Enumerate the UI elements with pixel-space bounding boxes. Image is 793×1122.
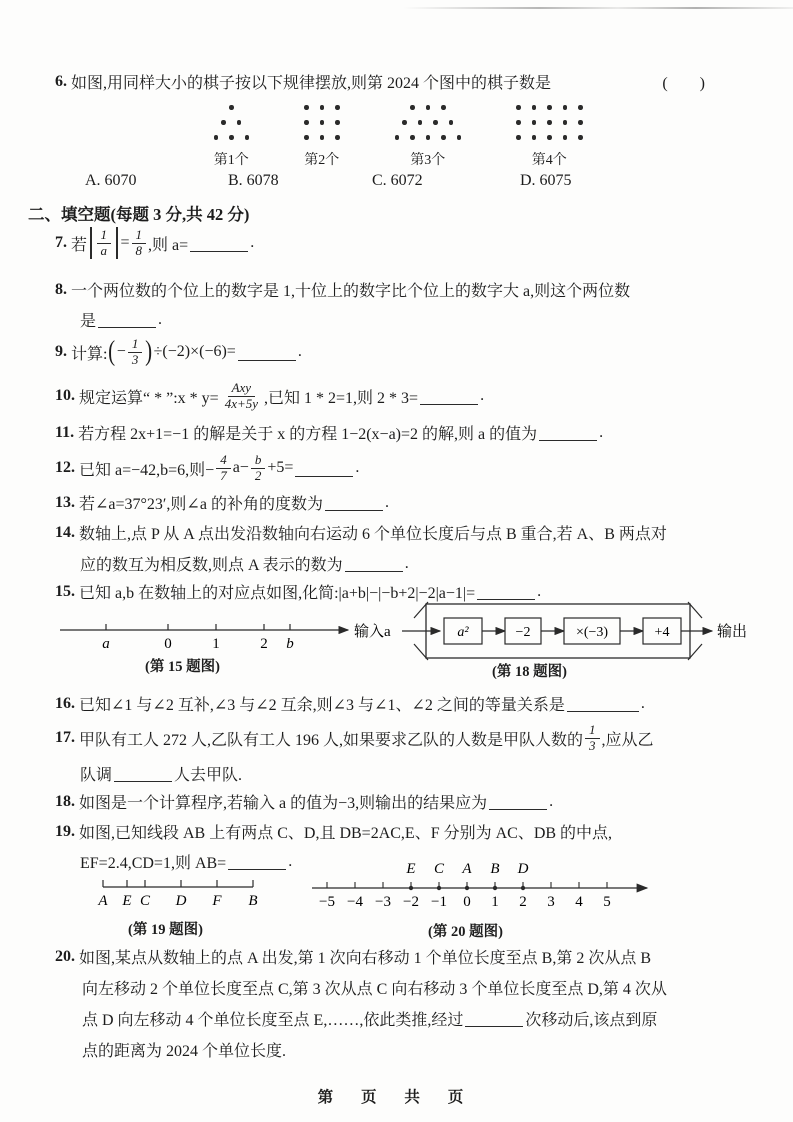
dot: [237, 120, 242, 125]
dot: [229, 105, 234, 110]
answer-blank[interactable]: [98, 311, 156, 329]
dot-row: [224, 100, 240, 115]
question-text: 已知 a,b 在数轴上的对应点如图,化简:|a+b|−|−b+2|−2|a−1|=: [79, 585, 476, 602]
question-text: 一个两位数的个位上的数字是 1,十位上的数字比个位上的数字大 a,则这个两位数: [71, 283, 631, 300]
point-label: A: [462, 861, 472, 877]
answer-blank[interactable]: [489, 793, 547, 811]
question-number: 13.: [55, 493, 75, 511]
question-number: 11.: [55, 423, 75, 441]
period: .: [537, 582, 542, 600]
answer-blank[interactable]: [420, 387, 478, 405]
dot: [433, 120, 438, 125]
tick-label: 0: [463, 894, 471, 910]
question-text: 如图是一个计算程序,若输入 a 的值为−3,则输出的结果应为: [79, 795, 488, 812]
point-label: B: [248, 893, 258, 909]
option-c[interactable]: C. 6072: [372, 172, 423, 189]
period: .: [297, 343, 302, 360]
dot-figure-caption: 第3个: [410, 153, 446, 168]
dot: [516, 105, 521, 110]
question-number: 17.: [55, 729, 75, 746]
flow-box-label: −2: [515, 625, 531, 640]
answer-blank[interactable]: [325, 494, 383, 512]
dot: [221, 120, 226, 125]
question-19-line2: [80, 850, 292, 873]
tick-label: 1: [212, 636, 220, 652]
dot: [410, 135, 415, 140]
dot-pattern-figures: [208, 100, 588, 169]
fraction: $\frac{b}{2}$: [251, 453, 266, 484]
dot-row: [299, 100, 346, 115]
dot-pattern-figure: [208, 100, 255, 169]
dot: [547, 105, 552, 110]
dot: [320, 105, 325, 110]
question-7: [55, 224, 254, 262]
flow-chart-figure-18: [352, 596, 762, 668]
fraction: $\frac{1}{3}$: [585, 723, 600, 754]
fraction: $\frac{1}{3}$: [128, 337, 143, 368]
dot-row: [405, 100, 452, 115]
tick-label: −1: [431, 894, 447, 910]
dot: [426, 105, 431, 110]
dot-pattern-figure: [511, 100, 589, 169]
period: .: [288, 852, 293, 870]
question-text: 次移动后,该点到原: [525, 1012, 658, 1029]
question-11: [55, 421, 603, 444]
figure-18-caption: (第 18 题图): [492, 664, 567, 680]
dot: [426, 135, 431, 140]
dot: [563, 135, 568, 140]
dot: [229, 135, 234, 140]
dot-figure-caption: 第1个: [213, 153, 249, 168]
question-12: [55, 448, 359, 488]
dot: [335, 135, 340, 140]
dot: [335, 120, 340, 125]
dot: [532, 120, 537, 125]
flow-box-label: +4: [654, 625, 670, 640]
question-text: a−: [232, 459, 249, 476]
fraction: $\frac{4}{7}$: [216, 453, 231, 484]
tick-label: 0: [164, 636, 172, 652]
point-label: E: [406, 861, 416, 877]
dot-row: [299, 130, 346, 145]
question-number: 9.: [55, 343, 67, 360]
answer-blank[interactable]: [238, 343, 296, 361]
tick-label: 2: [519, 894, 527, 910]
point-label: C: [433, 861, 445, 877]
question-number: 16.: [55, 694, 75, 712]
question-20-line3: [82, 1007, 657, 1030]
question-6: [55, 70, 705, 93]
question-13: [55, 491, 389, 514]
question-text: 队调: [80, 767, 113, 784]
dot-row: [208, 130, 255, 145]
figure-19-caption: (第 19 题图): [128, 922, 203, 938]
tick-label: 4: [575, 894, 583, 910]
abs-bar: [90, 227, 92, 259]
dot: [304, 120, 309, 125]
period: .: [640, 694, 645, 712]
question-number: 15.: [55, 582, 75, 600]
period: .: [549, 792, 554, 810]
question-text: 数轴上,点 P 从 A 点出发沿数轴向右运动 6 个单位长度后与点 B 重合,若 A、B 两点对: [79, 526, 667, 543]
dot-figure-caption: 第4个: [531, 153, 567, 168]
answer-blank[interactable]: [345, 555, 403, 573]
question-text: 若∠a=37°23′,则∠a 的补角的度数为: [79, 496, 323, 513]
tick-label: 1: [491, 894, 499, 910]
tick-label: b: [286, 636, 294, 652]
dot: [532, 105, 537, 110]
fraction: $\frac{\text{Axy}}{4x+5y}$: [224, 379, 258, 411]
dot-row: [511, 100, 589, 115]
question-18: [55, 790, 553, 813]
question-text: 已知 a=−42,b=6,则−: [79, 461, 215, 479]
dot: [245, 135, 250, 140]
dot: [547, 120, 552, 125]
answer-blank[interactable]: [539, 424, 597, 442]
dot: [516, 135, 521, 140]
tick-label: −3: [375, 894, 391, 910]
dot: [578, 105, 583, 110]
fraction: $\frac{1}{8}$: [132, 228, 147, 259]
period: .: [384, 493, 389, 511]
question-number: 12.: [55, 459, 75, 476]
dot-pattern-figure: [299, 100, 346, 169]
tick-label: −4: [347, 894, 363, 910]
period: .: [480, 387, 485, 404]
question-text: 点的距离为 2024 个单位长度.: [82, 1043, 287, 1060]
question-text: 人去甲队.: [174, 767, 243, 784]
period: .: [355, 459, 360, 476]
dot: [320, 120, 325, 125]
question-number: 7.: [55, 234, 67, 251]
question-6-options: [0, 172, 793, 194]
point-label: E: [122, 893, 132, 909]
tick-label: a: [102, 636, 110, 652]
question-text: 向左移动 2 个单位长度至点 C,第 3 次从点 C 向右移动 3 个单位长度至点 D,第 4 次从: [82, 981, 667, 998]
dot-pattern-figure: [389, 100, 467, 169]
dot-row: [511, 130, 589, 145]
question-text: 甲队有工人 272 人,乙队有工人 196 人,如果要求乙队的人数是甲队人数的: [79, 731, 584, 749]
question-number: 10.: [55, 387, 75, 404]
dot: [516, 120, 521, 125]
dot: [547, 135, 552, 140]
tick-label: −2: [403, 894, 419, 910]
option-d[interactable]: D. 6075: [520, 172, 572, 189]
dot: [418, 120, 423, 125]
dot: [578, 135, 583, 140]
question-text: ,已知 1 * 2=1,则 2 * 3=: [264, 389, 419, 407]
answer-blank[interactable]: [228, 853, 286, 871]
flow-output-label: 输出: [717, 624, 748, 640]
dot: [320, 135, 325, 140]
question-20: [55, 945, 651, 968]
question-14: [55, 521, 667, 544]
question-text: 点 D 向左移动 4 个单位长度至点 E,……,依此类推,经过: [82, 1012, 464, 1029]
period: .: [599, 423, 604, 441]
dot-row: [397, 115, 459, 130]
question-text: 若方程 2x+1=−1 的解是关于 x 的方程 1−2(x−a)=2 的解,则 a 的值为: [78, 426, 538, 443]
dot-row: [511, 115, 589, 130]
point-label: D: [175, 893, 187, 909]
question-20-line2: [82, 976, 667, 999]
figure-15-caption: (第 15 题图): [145, 659, 220, 675]
question-text: ÷(−2)×(−6)=: [153, 343, 236, 360]
flow-box-label: ×(−3): [575, 625, 609, 640]
dot: [441, 135, 446, 140]
abs-bar: [116, 227, 118, 259]
question-8: [55, 278, 630, 301]
dot: [532, 135, 537, 140]
answer-blank[interactable]: [114, 765, 172, 783]
number-line-figure-15: [58, 610, 358, 656]
right-paren: ): [145, 336, 153, 367]
dot: [457, 135, 462, 140]
dot: [563, 120, 568, 125]
period: .: [404, 554, 409, 572]
left-paren: (: [108, 336, 116, 367]
question-number: 8.: [55, 280, 67, 298]
question-9: [55, 332, 302, 372]
question-text: 已知∠1 与∠2 互补,∠3 与∠2 互余,则∠3 与∠1、∠2 之间的等量关系是: [79, 697, 565, 714]
point-label: A: [98, 893, 108, 909]
tick-label: 5: [603, 894, 611, 910]
dot: [214, 135, 219, 140]
dot: [449, 120, 454, 125]
question-17: [55, 718, 654, 758]
tick-label: −5: [319, 894, 335, 910]
period: .: [158, 310, 163, 328]
answer-blank[interactable]: [295, 459, 353, 477]
question-number: 19.: [55, 822, 75, 840]
figure-20-caption: (第 20 题图): [428, 924, 503, 940]
section-title: 二、填空题(每题 3 分,共 42 分): [28, 205, 250, 224]
dot-row: [299, 115, 346, 130]
question-text: 若: [71, 236, 88, 254]
point-label: C: [139, 893, 151, 909]
tick-label: 2: [260, 636, 268, 652]
dot-row: [389, 130, 467, 145]
question-text: 如图,用同样大小的棋子按以下规律摆放,则第 2024 个图中的棋子数是: [71, 75, 552, 92]
question-text: 计算:: [71, 345, 108, 363]
question-8-line2: [80, 308, 162, 331]
number-line-figure-20: [312, 853, 657, 915]
page-footer: 第 页 共 页: [317, 1089, 476, 1106]
scan-artifact-line: [403, 7, 793, 9]
dot: [402, 120, 407, 125]
question-text: 应的数互为相反数,则点 A 表示的数为: [80, 557, 343, 574]
question-10: [55, 376, 484, 416]
dot: [441, 105, 446, 110]
question-text: 是: [80, 313, 97, 330]
answer-blank[interactable]: [465, 1010, 523, 1028]
question-14-line2: [80, 552, 409, 575]
option-b[interactable]: B. 6078: [228, 172, 279, 189]
tick-label: 3: [547, 894, 555, 910]
question-text: EF=2.4,CD=1,则 AB=: [80, 855, 227, 872]
dot: [335, 105, 340, 110]
question-text: +5=: [267, 459, 294, 476]
question-text: 如图,某点从数轴上的点 A 出发,第 1 次向右移动 1 个单位长度至点 B,第 2 次从点 B: [79, 950, 652, 967]
answer-bracket[interactable]: ( ): [662, 75, 705, 92]
question-19: [55, 820, 612, 843]
dot: [578, 120, 583, 125]
segment-figure-19: [95, 872, 270, 912]
dot: [395, 135, 400, 140]
fraction: $\frac{1}{a}$: [97, 228, 112, 259]
question-text: ,则 a=: [148, 236, 189, 254]
minus-sign: −: [116, 343, 126, 360]
point-label: D: [517, 861, 529, 877]
dot: [410, 105, 415, 110]
point-label: F: [212, 893, 222, 909]
flow-box-label: a²: [457, 625, 469, 640]
question-16: [55, 692, 645, 715]
flow-input-label: 输入a: [354, 624, 391, 640]
question-text: 规定运算“ * ”:x * y=: [79, 389, 219, 407]
dot: [304, 135, 309, 140]
question-text: ,应从乙: [601, 731, 654, 749]
point-label: B: [490, 861, 500, 877]
dot-row: [216, 115, 247, 130]
dot-figure-caption: 第2个: [304, 153, 340, 168]
question-17-line2: [80, 762, 242, 785]
question-number: 14.: [55, 523, 75, 541]
answer-blank[interactable]: [567, 695, 639, 713]
question-20-line4: [82, 1038, 286, 1061]
option-a[interactable]: A. 6070: [85, 172, 137, 189]
period: .: [250, 234, 255, 251]
dot: [304, 105, 309, 110]
answer-blank[interactable]: [190, 234, 248, 252]
dot: [563, 105, 568, 110]
question-text: 如图,已知线段 AB 上有两点 C、D,且 DB=2AC,E、F 分别为 AC、DB 的中点,: [79, 825, 613, 842]
equals-sign: =: [120, 234, 130, 251]
question-number: 18.: [55, 792, 75, 810]
question-number: 20.: [55, 947, 75, 965]
question-number: 6.: [55, 72, 67, 90]
